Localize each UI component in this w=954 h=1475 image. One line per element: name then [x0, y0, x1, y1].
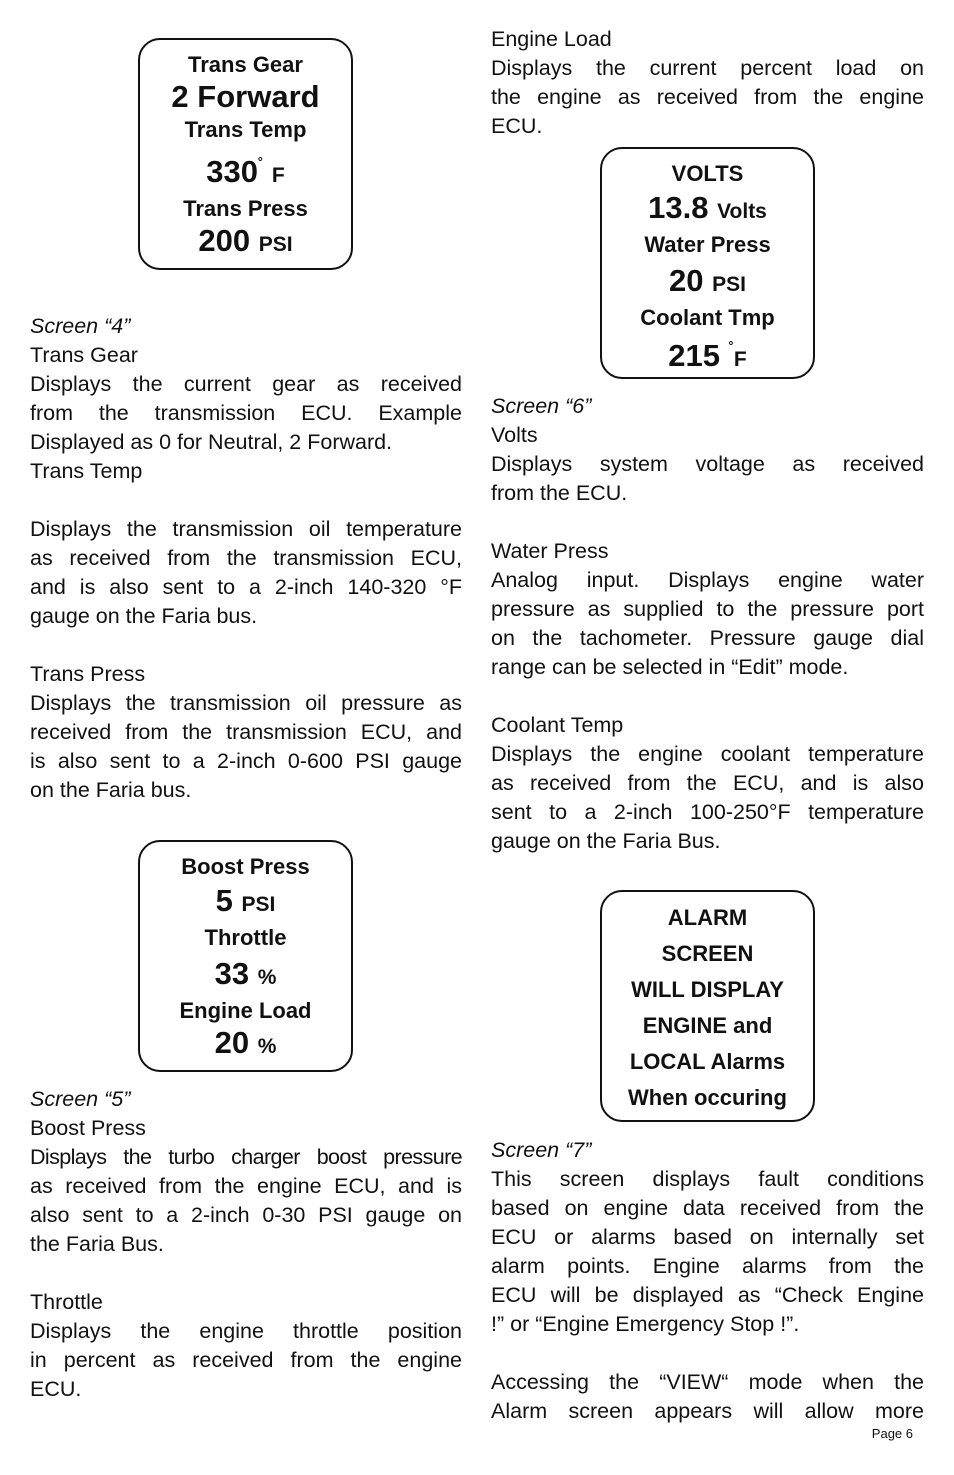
engine-load-label: Engine Load — [179, 998, 312, 1023]
trans-press-reading — [140, 224, 351, 262]
screen-7-section — [491, 1136, 924, 1426]
boost-press-unit: PSI — [241, 893, 276, 916]
volts-label: VOLTS — [671, 161, 744, 186]
engine-load-heading: Engine Load — [491, 27, 612, 51]
text-line: gauge on the Faria Bus. — [491, 829, 721, 853]
trans-press-label: Trans Press — [183, 196, 308, 221]
text-line: This screen displays fault conditions — [491, 1167, 924, 1191]
throttle-label: Throttle — [204, 925, 287, 950]
text-line: Displays the engine throttle position — [30, 1319, 462, 1343]
alarm-line: SCREEN — [661, 941, 754, 966]
boost-press-reading — [140, 884, 351, 922]
text-line: Displays the turbo charger boost pressure — [30, 1145, 462, 1169]
alarm-screen-display — [600, 890, 815, 1122]
coolant-tmp-reading — [602, 333, 813, 377]
text-line: the engine as received from the engine — [491, 85, 924, 109]
text-line: as received from the ECU, and is also — [491, 771, 924, 795]
text-line: Analog input. Displays engine water — [491, 568, 924, 592]
screen-6-title: Screen “6” — [491, 394, 592, 418]
text-line: Displays the transmission oil temperature — [30, 517, 462, 541]
text-line: Displayed as 0 for Neutral, 2 Forward. — [30, 430, 393, 454]
engine-load-unit: % — [257, 1035, 277, 1058]
text-line: Displays the current percent load on — [491, 56, 924, 80]
text-line: from the ECU. — [491, 481, 628, 505]
text-line: ECU. — [30, 1377, 82, 1401]
throttle-reading — [140, 957, 351, 995]
text-line: the Faria Bus. — [30, 1232, 164, 1256]
text-line: Displays the current gear as received — [30, 372, 462, 396]
alarm-line: ENGINE and — [642, 1013, 773, 1038]
text-line: Displays system voltage as received — [491, 452, 924, 476]
trans-temp-value: 330 — [206, 154, 258, 189]
trans-gear-value: 2 Forward — [171, 79, 320, 114]
text-line: pressure as supplied to the pressure port — [491, 597, 924, 621]
alarm-line: ALARM — [667, 905, 748, 930]
trans-temp-label: Trans Temp — [184, 117, 307, 142]
text-line: Accessing the “VIEW“ mode when the — [491, 1370, 924, 1394]
right-column-top — [491, 25, 924, 141]
throttle-unit: % — [257, 966, 277, 989]
screen-7-title: Screen “7” — [491, 1138, 592, 1162]
volts-value: 13.8 — [648, 190, 709, 225]
text-line: ECU or alarms based on internally set — [491, 1225, 924, 1249]
screen-6-display — [600, 147, 815, 379]
text-line: as received from the transmission ECU, — [30, 546, 462, 570]
engine-load-value: 20 — [214, 1025, 250, 1060]
engine-load-reading — [140, 1026, 351, 1064]
throttle-heading: Throttle — [30, 1290, 103, 1314]
degree-symbol: ˚ — [728, 341, 734, 358]
boost-press-value: 5 — [215, 883, 233, 918]
text-line: in percent as received from the engine — [30, 1348, 462, 1372]
coolant-temp-heading: Coolant Temp — [491, 713, 624, 737]
text-line: alarm points. Engine alarms from the — [491, 1254, 924, 1278]
text-line: and is also sent to a 2-inch 140-320 °F — [30, 575, 462, 599]
screen-5-display — [138, 840, 353, 1072]
alarm-line: LOCAL Alarms — [629, 1049, 786, 1074]
screen-4-title: Screen “4” — [30, 314, 131, 338]
left-column-lower — [30, 1085, 462, 1404]
water-press-heading: Water Press — [491, 539, 609, 563]
text-line: range can be selected in “Edit” mode. — [491, 655, 849, 679]
coolant-tmp-unit: F — [733, 348, 747, 371]
screen-5-title: Screen “5” — [30, 1087, 131, 1111]
text-line: on the tachometer. Pressure gauge dial — [491, 626, 924, 650]
degree-symbol: ˚ — [257, 157, 264, 174]
water-press-label: Water Press — [644, 232, 771, 257]
alarm-line: When occuring — [628, 1085, 787, 1110]
text-line: sent to a 2-inch 100-250°F temperature — [491, 800, 924, 824]
text-line: Alarm screen appears will allow more — [491, 1399, 924, 1423]
water-press-value: 20 — [669, 263, 704, 298]
text-line: Displays the engine coolant temperature — [491, 742, 924, 766]
text-line: based on engine data received from the — [491, 1196, 924, 1220]
text-line: ECU will be displayed as “Check Engine — [491, 1283, 924, 1307]
water-press-unit: PSI — [712, 273, 746, 296]
text-line: !” or “Engine Emergency Stop !”. — [491, 1312, 800, 1336]
right-column-middle — [491, 392, 924, 856]
text-line: also sent to a 2-inch 0-30 PSI gauge on — [30, 1203, 462, 1227]
volts-reading — [602, 191, 813, 229]
screen-6-section — [491, 392, 924, 856]
text-line: Displays the transmission oil pressure as — [30, 691, 462, 715]
text-line: is also sent to a 2-inch 0-600 PSI gauge — [30, 749, 462, 773]
page-number: Page 6 — [871, 1426, 913, 1441]
trans-gear-heading: Trans Gear — [30, 343, 138, 367]
text-line: gauge on the Faria bus. — [30, 604, 258, 628]
alarm-line: WILL DISPLAY — [631, 977, 784, 1002]
right-column-bottom — [491, 1136, 924, 1426]
coolant-tmp-label: Coolant Tmp — [640, 305, 775, 330]
screen-4-section — [30, 312, 462, 805]
throttle-value: 33 — [214, 956, 250, 991]
screen-4-display — [138, 38, 353, 270]
screen-5-section — [30, 1085, 462, 1404]
volts-heading: Volts — [491, 423, 538, 447]
trans-temp-reading — [140, 149, 351, 193]
trans-press-heading: Trans Press — [30, 662, 146, 686]
text-line: on the Faria bus. — [30, 778, 192, 802]
trans-press-unit: PSI — [258, 233, 293, 256]
trans-temp-heading: Trans Temp — [30, 459, 143, 483]
text-line: ECU. — [491, 114, 543, 138]
boost-press-label: Boost Press — [181, 854, 310, 879]
text-line: received from the transmission ECU, and — [30, 720, 462, 744]
left-column — [30, 312, 462, 805]
text-line: as received from the engine ECU, and is — [30, 1174, 462, 1198]
trans-press-value: 200 — [198, 223, 251, 258]
trans-temp-unit: F — [271, 164, 285, 187]
trans-gear-label: Trans Gear — [188, 52, 303, 77]
water-press-reading — [602, 264, 813, 302]
engine-load-section — [491, 25, 924, 141]
coolant-tmp-value: 215 — [668, 338, 720, 373]
boost-press-heading: Boost Press — [30, 1116, 146, 1140]
volts-unit: Volts — [717, 200, 767, 223]
text-line: from the transmission ECU. Example — [30, 401, 462, 425]
